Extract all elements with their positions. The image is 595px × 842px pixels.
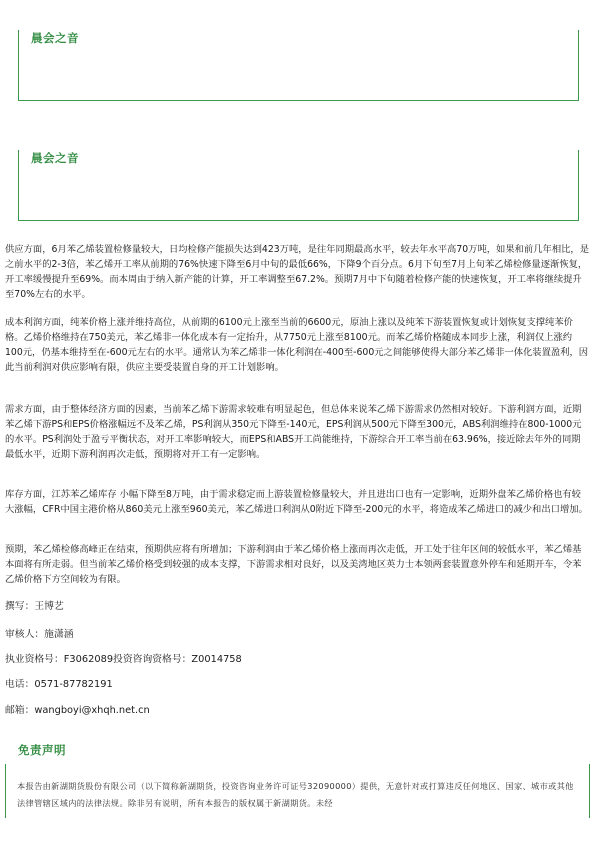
phone-line: 电话：0571-87782191 <box>5 679 113 690</box>
disclaimer-title: 免责声明 <box>18 743 66 757</box>
paragraph-outlook: 预期，苯乙烯检修高峰正在结束，预期供应将有所增加；下游利润由于苯乙烯价格上涨而再次走低，开工处于往年区间的较低水平，苯乙烯基本面将有所走弱。但当前苯乙烯价格受到较强的成本支撑，下游需求相对良好，以及美湾地区英力士本领两套装置意外停车和延期开车，令苯乙烯价格下方空间较为有限。 <box>5 544 582 585</box>
paragraph-supply: 供应方面，6月苯乙烯装置检修量较大，日均检修产能损失达到423万吨，是往年同期最高水平，较去年水平高70万吨，如果和前几年相比，是之前水平的2-3倍，苯乙烯开工率从前期的76%快速下降至6月中旬的最低66%，下降9个百分点。6月下旬至7月上旬苯乙烯检修量逐渐恢复，开工率缓慢提升至69%。而本周由于纳入新产能的计算，开工率调整至67.2%。预期7月中下旬随着检修产能的快速恢复，开工率将继续提升至70%左右的水平。 <box>5 244 590 300</box>
email-line[interactable]: 邮箱：wangboyi@xhqh.net.cn <box>5 705 150 716</box>
morning-meeting-box-2 <box>18 150 579 221</box>
license-line: 执业资格号：F3062089投资咨询资格号：Z0014758 <box>5 654 242 665</box>
section-title: 晨会之音 <box>31 151 79 165</box>
author-line: 撰写：王博艺 <box>5 601 64 612</box>
disclaimer-text: 本报告由新湖期货股份有限公司（以下简称新湖期货，投资咨询业务许可证号32090000）提供，无意针对或打算违反任何地区、国家、城市或其他法律管辖区域内的法律法规。除非另有说明，所有本报告的版权属于新湖期货。未经 <box>17 781 574 808</box>
paragraph-cost-profit: 成本利润方面，纯苯价格上涨并维持高位，从前期的6100元上涨至当前的6600元，原油上涨以及纯苯下游装置恢复或计划恢复支撑纯苯价格。乙烯价格维持在750美元，苯乙烯非一体化成本有一定抬升，从7750元上涨至8100元。而苯乙烯价格随成本同步上涨，利润仅上涨约100元，仍基本维持至在-600元左右的水平。通常认为苯乙烯非一体化利润在-400至-600元之间能够使得大部分苯乙烯非一体化装置盈利，因此当前利润对供应影响有限，供应主要受装置自身的开工计划影响。 <box>5 317 589 373</box>
section-title: 晨会之音 <box>31 31 79 45</box>
disclaimer-box <box>5 764 590 818</box>
paragraph-inventory: 库存方面，江苏苯乙烯库存 小幅下降至8万吨，由于需求稳定而上游装置检修量较大，并且进出口也有一定影响，近期外盘苯乙烯价格也有较大涨幅，CFR中国主港价格从860美元上涨至960美元，苯乙烯进口利润从0附近下降至-200元的水平，将造成苯乙烯进口的减少和出口增加。 <box>5 489 588 515</box>
morning-meeting-box-1 <box>18 30 579 101</box>
paragraph-demand: 需求方面，由于整体经济方面的因素，当前苯乙烯下游需求较难有明显起色，但总体来说苯乙烯下游需求仍然相对较好。下游利润方面，近期苯乙烯下游PS和EPS价格涨幅远不及苯乙烯，PS利润从350元下降至-140元，EPS利润从500元下降至300元，ABS利润维持在800-1000元的水平。PS利润处于盈亏平衡状态，对开工率影响较大，而EPS和ABS开工尚能维持，下游综合开工率当前在63.96%，接近除去年外的同期最低水平，近期下游利润再次走低，预期将对开工有一定影响。 <box>5 404 582 460</box>
reviewer-line: 审核人：施潇涵 <box>5 629 74 640</box>
